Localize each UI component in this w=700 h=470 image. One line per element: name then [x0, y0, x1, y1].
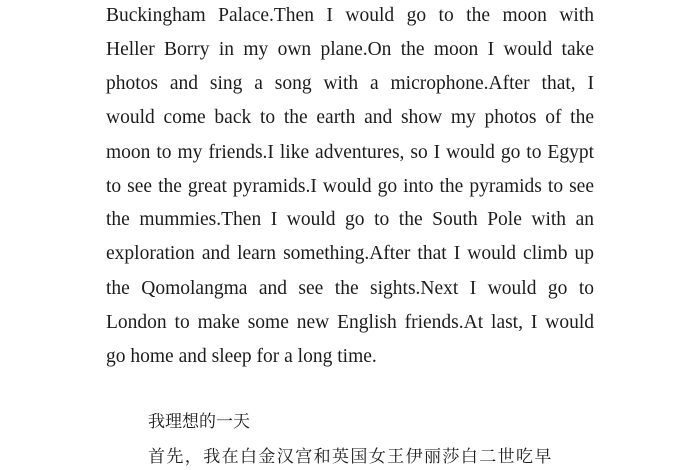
- english-paragraph-line-4: would come back to the earth and show my photos of the: [106, 107, 594, 128]
- english-paragraph-line-3: photos and sing a song with a microphone.After that, I: [106, 73, 594, 94]
- chinese-paragraph-line-1: 首先，我在白金汉宫和英国女王伊丽莎白二世吃早: [148, 447, 553, 467]
- english-paragraph-line-5: moon to my friends.I like adventures, so I would go to Egypt: [106, 142, 594, 163]
- english-paragraph-line-10: London to make some new English friends.At last, I would: [106, 312, 594, 333]
- english-paragraph-line-9: the Qomolangma and see the sights.Next I would go to: [106, 278, 594, 299]
- english-paragraph-line-2: Heller Borry in my own plane.On the moon I would take: [106, 39, 594, 60]
- english-paragraph-last-line: go home and sleep for a long time.: [106, 346, 377, 367]
- english-paragraph-line-6: to see the great pyramids.I would go into the pyramids to see: [106, 176, 594, 197]
- chinese-essay-title: 我理想的一天: [148, 412, 250, 432]
- english-paragraph-line-8: exploration and learn something.After that I would climb up: [106, 243, 594, 264]
- english-paragraph-line-7: the mummies.Then I would go to the South Pole with an: [106, 209, 594, 230]
- english-paragraph-line-1: Buckingham Palace.Then I would go to the moon with: [106, 5, 594, 26]
